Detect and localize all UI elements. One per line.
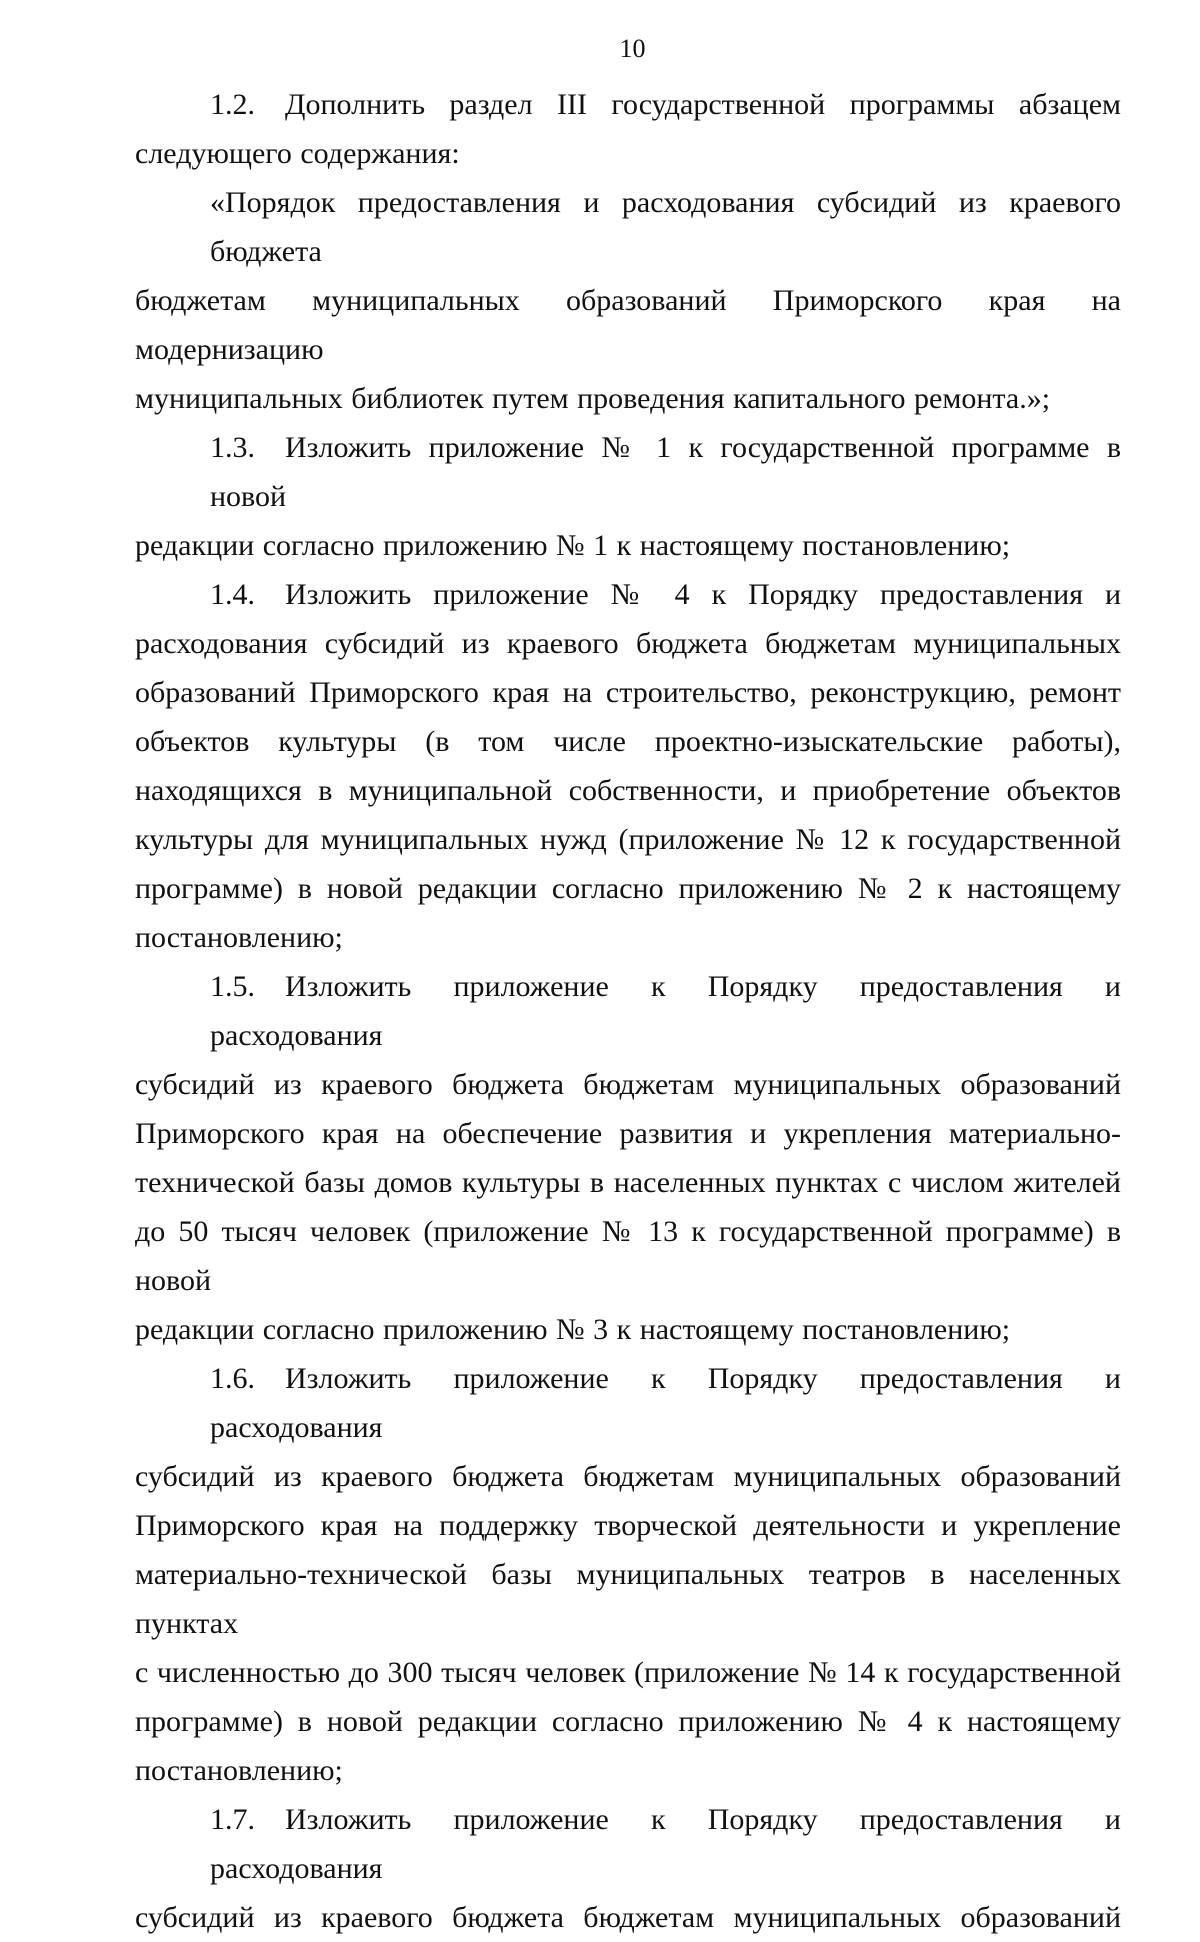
text-line: 1.4. Изложить приложение № 4 к Порядку предоставления и: [210, 578, 1121, 611]
text-line: 1.2. Дополнить раздел III государственной программы абзацем: [210, 88, 1121, 121]
text-line: 1.7. Изложить приложение к Порядку предоставления и расходования: [210, 1803, 1121, 1885]
text-line: программе) в новой редакции согласно приложению № 4 к настоящему: [135, 1705, 1121, 1738]
text-line: муниципальных библиотек путем проведения капитального ремонта.»;: [135, 382, 1051, 415]
text-line: 1.5. Изложить приложение к Порядку предоставления и расходования: [210, 970, 1121, 1052]
page-number: 10: [619, 34, 646, 63]
text-line: бюджетам муниципальных образований Приморского края на модернизацию: [135, 284, 1121, 366]
text-line: постановлению;: [135, 1754, 343, 1787]
text-line: редакции согласно приложению № 3 к настоящему постановлению;: [135, 1313, 1011, 1346]
text-line: культуры для муниципальных нужд (приложение № 12 к государственной: [135, 823, 1121, 856]
text-line: Приморского края на поддержку творческой деятельности и укрепление: [135, 1509, 1121, 1542]
text-line: объектов культуры (в том числе проектно-изыскательские работы),: [135, 725, 1121, 758]
text-line: с численностью до 300 тысяч человек (приложение № 14 к государственной: [135, 1656, 1121, 1689]
paragraph-p1-3: [135, 423, 1121, 570]
text-line: находящихся в муниципальной собственности, и приобретение объектов: [135, 774, 1121, 807]
text-line: до 50 тысяч человек (приложение № 13 к государственной программе) в новой: [135, 1215, 1121, 1297]
paragraph-p1-6: [135, 1354, 1121, 1795]
text-line: расходования субсидий из краевого бюджета бюджетам муниципальных: [135, 627, 1121, 660]
text-line: субсидий из краевого бюджета бюджетам муниципальных образований: [135, 1068, 1121, 1101]
text-line: субсидий из краевого бюджета бюджетам муниципальных образований: [135, 1901, 1121, 1934]
text-line: «Порядок предоставления и расходования субсидий из краевого бюджета: [210, 186, 1121, 268]
text-line: редакции согласно приложению № 1 к настоящему постановлению;: [135, 529, 1011, 562]
text-line: следующего содержания:: [135, 137, 460, 170]
text-line: постановлению;: [135, 921, 343, 954]
paragraph-p1-4: [135, 570, 1121, 962]
text-line: 1.3. Изложить приложение № 1 к государственной программе в новой: [210, 431, 1121, 513]
text-line: материально-технической базы муниципальных театров в населенных пунктах: [135, 1558, 1121, 1640]
text-line: программе) в новой редакции согласно приложению № 2 к настоящему: [135, 872, 1121, 905]
text-line: технической базы домов культуры в населенных пунктах с числом жителей: [135, 1166, 1121, 1199]
paragraph-p-quote: [135, 178, 1121, 423]
text-line: Приморского края на обеспечение развития и укрепления материально-: [135, 1117, 1121, 1150]
text-line: субсидий из краевого бюджета бюджетам муниципальных образований: [135, 1460, 1121, 1493]
text-line: образований Приморского края на строительство, реконструкцию, ремонт: [135, 676, 1121, 709]
text-line: 1.6. Изложить приложение к Порядку предоставления и расходования: [210, 1362, 1121, 1444]
paragraph-p1-2: [135, 80, 1121, 178]
paragraph-p1-7: [135, 1795, 1121, 1942]
document-body: [135, 80, 1121, 1942]
paragraph-p1-5: [135, 962, 1121, 1354]
